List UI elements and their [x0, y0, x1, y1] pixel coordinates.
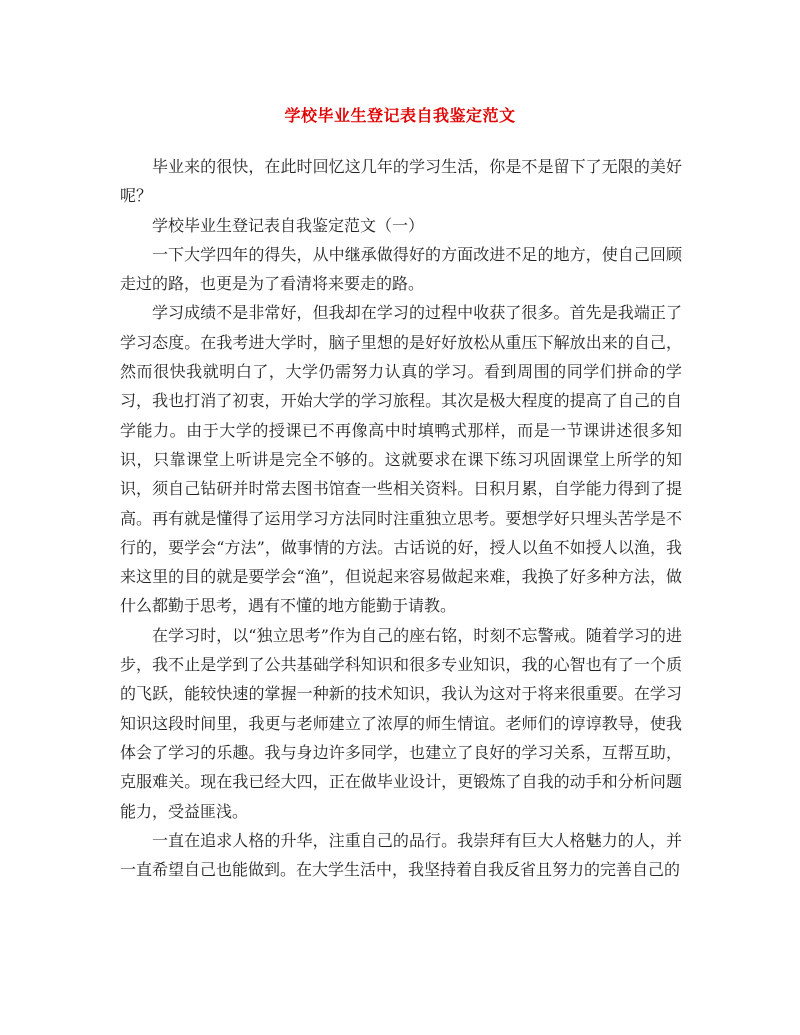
- paragraph-subheading: 学校毕业生登记表自我鉴定范文（一）: [152, 215, 425, 235]
- document-body: [120, 152, 682, 884]
- paragraph-intro: 毕业来的很快，在此时回忆这几年的学习生活，你是不是留下了无限的美好呢？: [120, 157, 682, 206]
- paragraph-study: 学习成绩不是非常好，但我却在学习的过程中收获了很多。首先是我端正了学习态度。在我考进大学时，脑子里想的是好好放松从重压下解放出来的自己，然而很快我就明白了，大学仍需努力认真的学习。看到周围的同学们拼命的学习，我也打消了初衷，开始大学的学习旅程。其次是极大程度的提高了自己的自学能力。由于大学的授课已不再像高中时填鸭式那样，而是一节课讲述很多知识，只靠课堂上听讲是完全不够的。这就要求在课下练习巩固课堂上所学的知识，须自己钻研并时常去图书馆查一些相关资料。日积月累，自学能力得到了提高。再有就是懂得了运用学习方法同时注重独立思考。要想学好只埋头苦学是不行的，要学会“方法”，做事情的方法。古话说的好，授人以鱼不如授人以渔，我来这里的目的就是要学会“渔”，但说起来容易做起来难，我换了好多种方法，做什么都勤于思考，遇有不懂的地方能勤于请教。: [120, 303, 682, 616]
- paragraph-character: 一直在追求人格的升华，注重自己的品行。我崇拜有巨大人格魅力的人，并一直希望自己也能做到。在大学生活中，我坚持着自我反省且努力的完善自己的: [120, 830, 682, 880]
- paragraph-thinking: 在学习时，以“独立思考”作为自己的座右铭，时刻不忘警戒。随着学习的进步，我不止是学到了公共基础学科知识和很多专业知识，我的心智也有了一个质的飞跃，能较快速的掌握一种新的技术知识，我认为这对于将来很重要。在学习知识这段时间里，我更与老师建立了浓厚的师生情谊。老师们的谆谆教导，使我体会了学习的乐趣。我与身边许多同学，也建立了良好的学习关系，互帮互助，克服难关。现在我已经大四，正在做毕业设计，更锻炼了自我的动手和分析问题能力，受益匪浅。: [120, 625, 682, 821]
- document-title: 学校毕业生登记表自我鉴定范文: [284, 106, 516, 125]
- paragraph-review: 一下大学四年的得失，从中继承做得好的方面改进不足的地方，使自己回顾走过的路，也更是为了看清将来要走的路。: [120, 244, 682, 294]
